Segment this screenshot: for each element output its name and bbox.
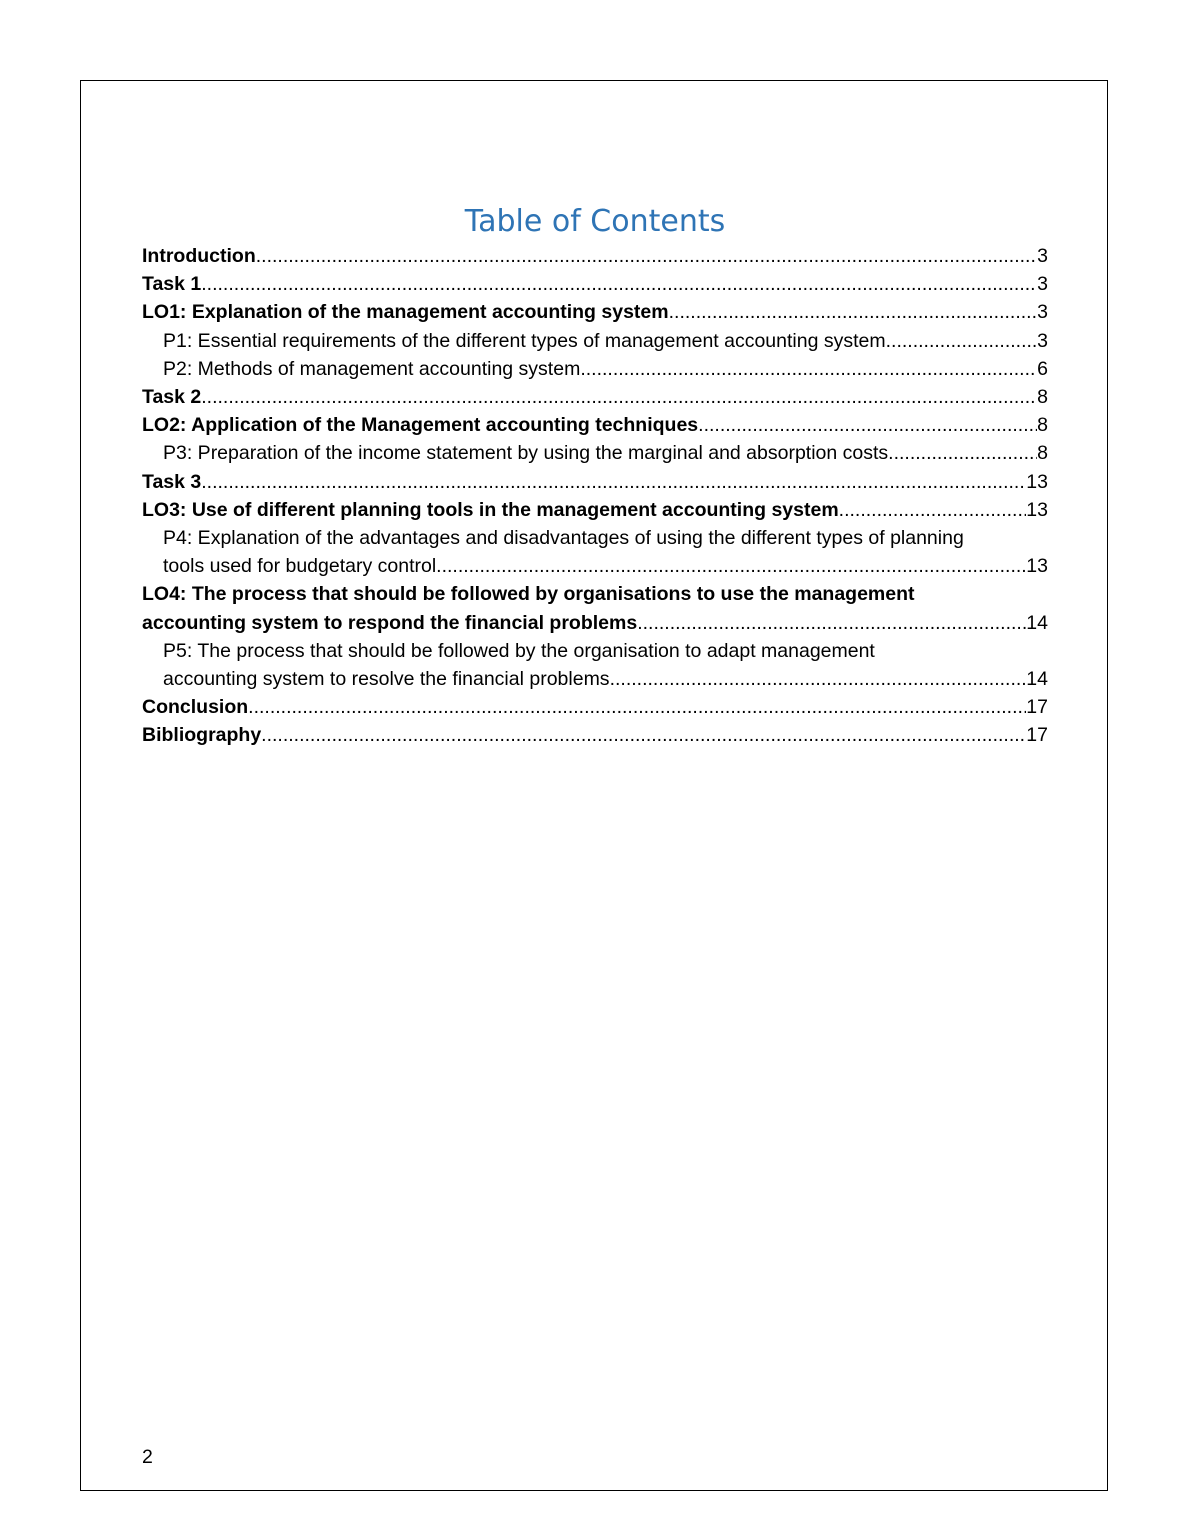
page-number: 2	[142, 1446, 153, 1468]
toc-entry-text: P3: Preparation of the income statement by using the marginal and absorption costs	[163, 442, 889, 465]
toc-entry[interactable]	[142, 637, 1048, 665]
toc-page-number: 14	[1026, 668, 1048, 691]
toc-leader	[637, 609, 1026, 637]
toc-entry[interactable]	[142, 721, 1048, 749]
toc-entry-continuation[interactable]	[142, 552, 1048, 580]
toc-leader	[248, 693, 1026, 721]
toc-entry-text: accounting system to respond the financial problems	[142, 611, 638, 634]
toc-entry-text: Conclusion	[142, 696, 249, 719]
toc-page-number: 8	[1037, 414, 1048, 437]
toc-entry[interactable]	[142, 524, 1048, 552]
toc-entry-text: P2: Methods of management accounting system	[163, 357, 581, 380]
toc-entry-text: Bibliography	[142, 724, 262, 747]
table-of-contents	[142, 242, 1048, 750]
toc-leader	[886, 327, 1038, 355]
toc-leader	[888, 439, 1037, 467]
toc-page-number: 17	[1026, 724, 1048, 747]
toc-entry[interactable]	[142, 693, 1048, 721]
toc-leader	[256, 242, 1037, 270]
toc-entry-text: P5: The process that should be followed by the organisation to adapt management	[163, 639, 875, 662]
toc-entry-text: P1: Essential requirements of the different types of management accounting system	[163, 329, 886, 352]
toc-entry-text: Task 1	[142, 273, 202, 296]
toc-entry[interactable]	[142, 242, 1048, 270]
toc-entry-text: Task 2	[142, 386, 202, 409]
toc-page-number: 3	[1037, 273, 1048, 296]
toc-page-number: 8	[1037, 386, 1048, 409]
toc-leader	[201, 383, 1037, 411]
toc-page-number: 14	[1026, 611, 1048, 634]
toc-entry-text: LO4: The process that should be followed by organisations to use the management	[142, 583, 915, 606]
toc-leader	[201, 270, 1037, 298]
toc-entry-continuation[interactable]	[142, 609, 1048, 637]
toc-entry[interactable]	[142, 298, 1048, 326]
toc-page-number: 3	[1037, 301, 1048, 324]
toc-entry-text: tools used for budgetary control	[163, 555, 437, 578]
toc-entry[interactable]	[142, 439, 1048, 467]
toc-page-number: 13	[1026, 555, 1048, 578]
toc-leader	[201, 468, 1026, 496]
toc-page-number: 8	[1037, 442, 1048, 465]
toc-title: Table of Contents	[464, 204, 726, 239]
toc-page-number: 17	[1026, 696, 1048, 719]
toc-entry-text: LO2: Application of the Management accounting techniques	[142, 414, 699, 437]
toc-entry[interactable]	[142, 355, 1048, 383]
toc-entry[interactable]	[142, 411, 1048, 439]
toc-entry[interactable]	[142, 468, 1048, 496]
toc-leader	[436, 552, 1026, 580]
toc-page-number: 13	[1026, 470, 1048, 493]
toc-entry-text: LO3: Use of different planning tools in the management accounting system	[142, 498, 839, 521]
toc-leader	[580, 355, 1037, 383]
toc-entry[interactable]	[142, 496, 1048, 524]
toc-entry-text: Task 3	[142, 470, 202, 493]
toc-leader	[261, 721, 1026, 749]
toc-entry[interactable]	[142, 327, 1048, 355]
toc-entry-text: P4: Explanation of the advantages and disadvantages of using the different types of planning	[163, 527, 964, 550]
toc-page-number: 13	[1026, 498, 1048, 521]
toc-leader	[610, 665, 1027, 693]
toc-entry-text: Introduction	[142, 245, 256, 267]
toc-leader	[698, 411, 1037, 439]
toc-leader	[839, 496, 1027, 524]
toc-entry[interactable]	[142, 270, 1048, 298]
toc-leader	[669, 298, 1038, 326]
toc-page-number: 6	[1037, 357, 1048, 380]
toc-entry-continuation[interactable]	[142, 665, 1048, 693]
toc-entry[interactable]	[142, 383, 1048, 411]
toc-entry[interactable]	[142, 580, 1048, 608]
toc-entry-text: accounting system to resolve the financial problems	[163, 668, 610, 691]
toc-page-number: 3	[1037, 329, 1048, 352]
toc-entry-text: LO1: Explanation of the management accounting system	[142, 301, 669, 324]
toc-page-number: 3	[1037, 245, 1048, 267]
